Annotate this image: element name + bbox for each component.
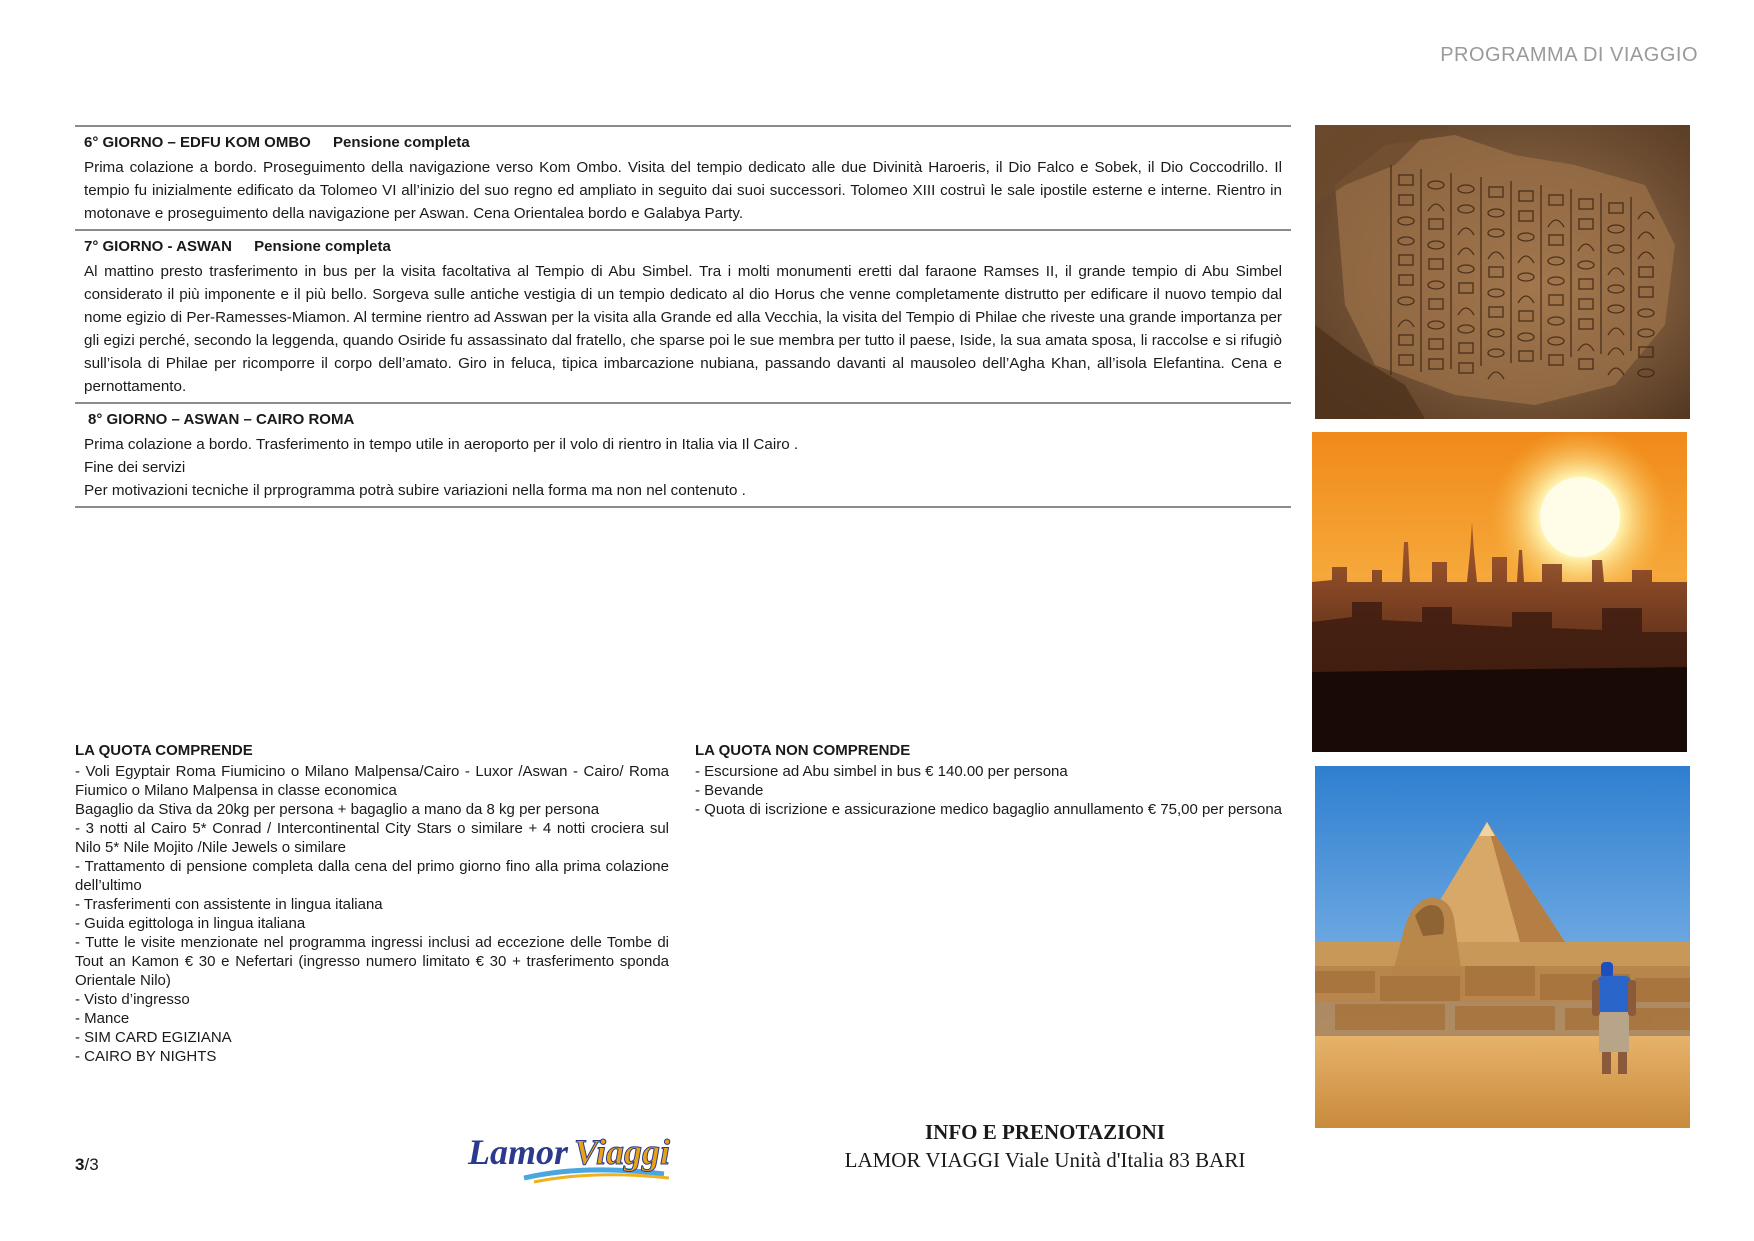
lamor-viaggi-logo <box>464 1120 714 1190</box>
quota-excludes <box>695 741 1289 819</box>
cairo-sunset-photo <box>1312 432 1687 752</box>
page-total: /3 <box>84 1155 99 1174</box>
board-type: Pensione completa <box>254 238 391 255</box>
day-7-section <box>75 229 1291 402</box>
page-number <box>75 1155 99 1175</box>
list-item: - Guida egittologa in lingua italiana <box>75 915 306 932</box>
day-description <box>84 156 1282 225</box>
list-item: - Bevande <box>695 782 764 799</box>
agency-address: LAMOR VIAGGI Viale Unità d'Italia 83 BARI <box>844 1148 1246 1172</box>
svg-text:Viaggi: Viaggi <box>574 1132 671 1172</box>
day-text: Per motivazioni tecniche il prprogramma potrà subire variazioni nella forma ma non nel contenuto . <box>84 482 746 499</box>
page-current: 3 <box>75 1155 85 1174</box>
day-description <box>84 260 1282 398</box>
day-heading <box>84 237 1282 257</box>
quota-includes-title: LA QUOTA COMPRENDE <box>75 742 253 759</box>
board-type: Pensione completa <box>333 134 470 151</box>
list-item: - Tutte le visite menzionate nel programma ingressi inclusi ad eccezione delle Tombe di Tout an Kamon € 30 e Nefertari (ingresso numero limitato € 30 + trasferimento sponda Orientale Nilo) <box>75 934 669 989</box>
list-item: - Mance <box>75 1010 130 1027</box>
day-text: Fine dei servizi <box>84 459 186 476</box>
day-title: 8° GIORNO – ASWAN – CAIRO ROMA <box>88 411 355 428</box>
day-8-section <box>75 402 1291 508</box>
hieroglyphs-photo <box>1315 125 1690 419</box>
list-item: - Visto d’ingresso <box>75 991 190 1008</box>
day-6-section <box>75 125 1291 229</box>
pyramid-sphinx-photo <box>1315 766 1690 1128</box>
list-item: - 3 notti al Cairo 5* Conrad / Intercontinental City Stars o similare + 4 notti crociera sul Nilo 5* Nile Mojito /Nile Jewels o similare <box>75 820 669 856</box>
day-text: Al mattino presto trasferimento in bus per la visita facoltativa al Tempio di Abu Simbel. Tra i molti monumenti eretti dal faraone Ramses II, il grande tempio di Abu Simbel considerato il più imponente e il più bello. Sorgeva sulle antiche vestigia di un tempio dedicato al dio Horus che venne completamente distrutto per edificare il nuovo tempio dal nome egizio di Per-Ramesses-Miamon. Al termine rientro ad Asswan per la visita alla Grande ed alla Vecchia, la visita del Tempio di Philae che riveste una grande importanza per gli egizi perché, secondo la leggenda, quando Osiride fu assassinato dal fratello, che sparse poi le sue membra per tutto il paese, Iside, la sua amata sposa, li raccolse e si rifugiò sull’isola di Philae per ricomporre il corpo dell’amato. Giro in feluca, tipica imbarcazione nubiana, passando davanti al mausoleo dell’Agha Khan, all’isola Elefantina. Cena e pernottamento. <box>84 263 1282 395</box>
list-item: - Escursione ad Abu simbel in bus € 140.00 per persona <box>695 763 1068 780</box>
day-text: Prima colazione a bordo. Trasferimento in tempo utile in aeroporto per il volo di rientro in Italia via Il Cairo . <box>84 436 799 453</box>
page-header-title: PROGRAMMA DI VIAGGIO <box>1440 44 1698 66</box>
day-title: 6° GIORNO – EDFU KOM OMBO <box>84 134 311 151</box>
info-title: INFO E PRENOTAZIONI <box>925 1120 1165 1144</box>
itinerary-table <box>75 125 1291 508</box>
list-item: - Voli Egyptair Roma Fiumicino o Milano Malpensa/Cairo - Luxor /Aswan - Cairo/ Roma Fiumico o Milano Malpensa in classe economica <box>75 763 669 799</box>
day-description <box>84 433 1282 502</box>
list-item: - SIM CARD EGIZIANA <box>75 1029 232 1046</box>
list-item: - Trasferimenti con assistente in lingua italiana <box>75 896 383 913</box>
day-heading <box>84 410 1282 430</box>
quota-includes <box>75 741 669 1066</box>
day-title: 7° GIORNO - ASWAN <box>84 238 232 255</box>
info-contacts <box>840 1118 1250 1174</box>
svg-text:Lamor: Lamor <box>468 1132 569 1172</box>
day-heading <box>84 133 1282 153</box>
list-item: - Quota di iscrizione e assicurazione medico bagaglio annullamento € 75,00 per persona <box>695 801 1283 818</box>
quota-excludes-title: LA QUOTA NON COMPRENDE <box>695 742 911 759</box>
list-item: - CAIRO BY NIGHTS <box>75 1048 217 1065</box>
list-item: Bagaglio da Stiva da 20kg per persona + bagaglio a mano da 8 kg per persona <box>75 801 600 818</box>
list-item: - Trattamento di pensione completa dalla cena del primo giorno fino alla prima colazione dell’ultimo <box>75 858 669 894</box>
day-text: Prima colazione a bordo. Proseguimento della navigazione verso Kom Ombo. Visita del tempio dedicato alle due Divinità Haroeris, il Dio Falco e Sobek, il Dio Coccodrillo. Il tempio fu inizialmente edificato da Tolomeo VI all’inizio del suo regno ed ampliato in seguito dai suoi successori. Tolomeo XIII costruì le sale ipostile esterne e interne. Rientro in motonave e proseguimento della navigazione per Aswan. Cena Orientalea bordo e Galabya Party. <box>84 159 1282 222</box>
